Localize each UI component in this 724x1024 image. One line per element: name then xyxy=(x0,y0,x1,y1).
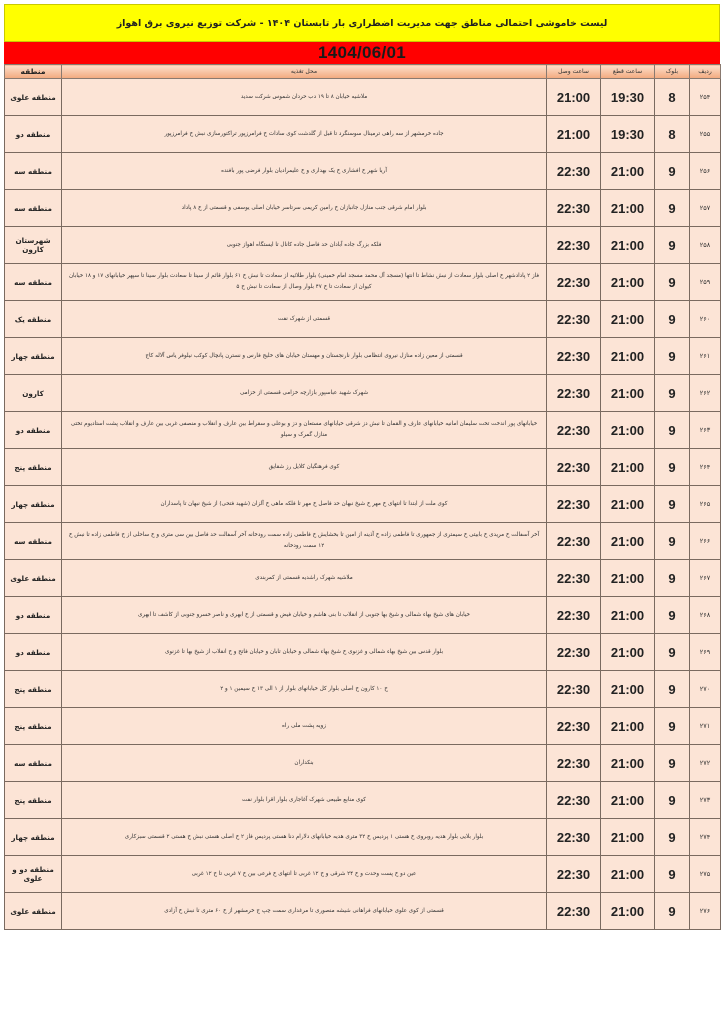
row-number-cell: ۲۶۵ xyxy=(690,486,721,523)
connect-time-cell: 22:30 xyxy=(547,264,601,301)
location-cell: کوی ملت از ابتدا تا انتهای خ مهر خ شیخ نبهان حد فاصل خ مهر تا فلکه ماهی خ آلزان (شهید فتحی) از شیخ نبهان تا پاسداران xyxy=(62,486,547,523)
region-cell: منطقه دو xyxy=(5,116,62,153)
cut-time-cell: 21:00 xyxy=(601,449,655,486)
cut-time-cell: 21:00 xyxy=(601,190,655,227)
region-cell: منطقه پنج xyxy=(5,708,62,745)
block-cell: 9 xyxy=(655,227,690,264)
table-row xyxy=(5,893,721,930)
column-header-connect-time: ساعت وصل xyxy=(547,65,601,79)
region-cell: منطقه سه xyxy=(5,523,62,560)
block-cell: 8 xyxy=(655,116,690,153)
region-cell: منطقه دو xyxy=(5,597,62,634)
location-cell: خیابانهای پور اندخت تخت سلیمان امانیه خیابانهای عارف و القمان تا نبش دز شرقی خیابانهای مستعان و دز و بوعلی و سقراط بین عارف و انقلاب و منصفی غربی بین عارف و انقلاب پشت استادیوم تختی منازل گمرک و سیلو xyxy=(62,412,547,449)
connect-time-cell: 22:30 xyxy=(547,523,601,560)
table-row xyxy=(5,301,721,338)
location-cell: عین دو خ پست وحدت و خ ۲۴ شرقی و خ ۱۲ غربی تا انتهای خ فرعی بین خ ۷ غربی تا خ ۱۲ غربی xyxy=(62,856,547,893)
cut-time-cell: 21:00 xyxy=(601,782,655,819)
location-cell: قسمتی از شهرک نفت xyxy=(62,301,547,338)
connect-time-cell: 21:00 xyxy=(547,116,601,153)
cut-time-cell: 21:00 xyxy=(601,745,655,782)
block-cell: 8 xyxy=(655,79,690,116)
block-cell: 9 xyxy=(655,708,690,745)
region-cell: منطقه یک xyxy=(5,301,62,338)
column-header-location: محل تغذیه xyxy=(62,65,547,79)
row-number-cell: ۲۶۲ xyxy=(690,375,721,412)
location-cell: خیابان های شیخ بهاء شمالی و شیخ بها جنوبی از انقلاب تا بنی هاشم و خیابان فیض و قسمتی از خ ابهری و ناصر خسرو جنوبی از کاشف تا ابهری xyxy=(62,597,547,634)
connect-time-cell: 21:00 xyxy=(547,79,601,116)
table-row xyxy=(5,560,721,597)
row-number-cell: ۲۷۱ xyxy=(690,708,721,745)
row-number-cell: ۲۶۰ xyxy=(690,301,721,338)
table-row xyxy=(5,856,721,893)
table-row xyxy=(5,79,721,116)
connect-time-cell: 22:30 xyxy=(547,375,601,412)
column-header-row-no: ردیف xyxy=(690,65,721,79)
blackout-schedule-sheet xyxy=(4,4,720,930)
cut-time-cell: 21:00 xyxy=(601,375,655,412)
row-number-cell: ۲۶۷ xyxy=(690,560,721,597)
connect-time-cell: 22:30 xyxy=(547,412,601,449)
connect-time-cell: 22:30 xyxy=(547,856,601,893)
region-cell: منطقه دو xyxy=(5,634,62,671)
block-cell: 9 xyxy=(655,190,690,227)
document-title: لیست خاموشی احتمالی مناطق جهت مدیریت اضطراری بار تابستان ۱۴۰۴ - شرکت توزیع نیروی برق اهواز xyxy=(4,4,720,42)
row-number-cell: ۲۷۳ xyxy=(690,782,721,819)
region-cell: منطقه پنج xyxy=(5,449,62,486)
region-cell: شهرستان کارون xyxy=(5,227,62,264)
row-number-cell: ۲۵۷ xyxy=(690,190,721,227)
location-cell: کوی فرهنگیان کلایل رز شقایق xyxy=(62,449,547,486)
table-header-row xyxy=(5,65,721,79)
location-cell: فاز ۲ پادادشهر خ اصلی بلوار سعادت از نبش نشاط تا انتها (مسجد آل محمد مسجد امام خمینی) بلوار طلائیه از سعادت تا نبش خ ۶۱ بلوار قائم از سینا تا سعادت بلوار سینا تا سپهر خیابانهای ۱۷ و ۱۸ خیابان کیوان از سعادت تا خ ۴۷ بلوار وصال از سعادت تا نبش خ ۵ xyxy=(62,264,547,301)
table-row xyxy=(5,153,721,190)
cut-time-cell: 21:00 xyxy=(601,893,655,930)
region-cell: منطقه علوی xyxy=(5,893,62,930)
region-cell: کارون xyxy=(5,375,62,412)
table-row xyxy=(5,634,721,671)
region-cell: منطقه پنج xyxy=(5,671,62,708)
block-cell: 9 xyxy=(655,893,690,930)
location-cell: بلوار امام شرقی جنب منازل جانبازان خ رامین کریمی سرتاسر خیابان اصلی یوسفی و قسمتی از خ ۸ پاداد xyxy=(62,190,547,227)
location-cell: کوی منابع طبیعی شهرک آغاجاری بلوار اقرا بلوار نفت xyxy=(62,782,547,819)
region-cell: منطقه چهار xyxy=(5,486,62,523)
connect-time-cell: 22:30 xyxy=(547,671,601,708)
region-cell: منطقه سه xyxy=(5,745,62,782)
connect-time-cell: 22:30 xyxy=(547,597,601,634)
connect-time-cell: 22:30 xyxy=(547,893,601,930)
table-row xyxy=(5,338,721,375)
schedule-date: 1404/06/01 xyxy=(4,42,720,64)
row-number-cell: ۲۶۹ xyxy=(690,634,721,671)
row-number-cell: ۲۵۴ xyxy=(690,79,721,116)
region-cell: منطقه سه xyxy=(5,264,62,301)
connect-time-cell: 22:30 xyxy=(547,708,601,745)
row-number-cell: ۲۶۴ xyxy=(690,449,721,486)
row-number-cell: ۲۷۰ xyxy=(690,671,721,708)
location-cell: ملاشیه شهرک راشدیه قسمتی از کمربندی xyxy=(62,560,547,597)
table-row xyxy=(5,449,721,486)
block-cell: 9 xyxy=(655,486,690,523)
block-cell: 9 xyxy=(655,153,690,190)
location-cell: قسمتی از معین زاده منازل نیروی انتظامی بلوار نارنجستان و مهستان خیابان های خلیج فارس و نسترن پانچال کوکب نیلوفر یاس آلاله کاج xyxy=(62,338,547,375)
region-cell: منطقه سه xyxy=(5,190,62,227)
location-cell: قسمتی از کوی علوی خیابانهای فراهانی شیشه منصوری تا مرغداری سمت چپ ج خرمشهر از خ ۶۰ متری تا نبش خ آزادی xyxy=(62,893,547,930)
connect-time-cell: 22:30 xyxy=(547,560,601,597)
cut-time-cell: 19:30 xyxy=(601,116,655,153)
cut-time-cell: 21:00 xyxy=(601,412,655,449)
table-row xyxy=(5,745,721,782)
block-cell: 9 xyxy=(655,671,690,708)
table-body xyxy=(5,79,721,930)
cut-time-cell: 21:00 xyxy=(601,634,655,671)
table-row xyxy=(5,597,721,634)
block-cell: 9 xyxy=(655,745,690,782)
block-cell: 9 xyxy=(655,264,690,301)
column-header-block: بلوک xyxy=(655,65,690,79)
location-cell: زویه پشت ملی راه xyxy=(62,708,547,745)
table-row xyxy=(5,819,721,856)
table-row xyxy=(5,227,721,264)
block-cell: 9 xyxy=(655,301,690,338)
region-cell: منطقه سه xyxy=(5,153,62,190)
row-number-cell: ۲۷۵ xyxy=(690,856,721,893)
connect-time-cell: 22:30 xyxy=(547,745,601,782)
block-cell: 9 xyxy=(655,856,690,893)
row-number-cell: ۲۷۲ xyxy=(690,745,721,782)
block-cell: 9 xyxy=(655,819,690,856)
table-row xyxy=(5,486,721,523)
table-row xyxy=(5,708,721,745)
cut-time-cell: 21:00 xyxy=(601,486,655,523)
location-cell: آریا شهر خ افشاری خ یک بهداری و خ علیمرادیان بلوار فرضی پور بافنده xyxy=(62,153,547,190)
table-row xyxy=(5,671,721,708)
location-cell: بلوار قدس بین شیخ بهاء شمالی و غزنوی خ شیخ بهاء شمالی و خیابان تابان و خیابان فاتح و خ انقلاب از شیخ بها تا غزنوی xyxy=(62,634,547,671)
table-row xyxy=(5,264,721,301)
block-cell: 9 xyxy=(655,560,690,597)
region-cell: منطقه علوی xyxy=(5,79,62,116)
column-header-region: منطقه xyxy=(5,65,62,79)
location-cell: بنکداران xyxy=(62,745,547,782)
location-cell: خ ۱۰ کارون خ اصلی بلوار کل خیابانهای بلوار از ۱ الی ۱۳ خ سیمین ۱ و ۲ xyxy=(62,671,547,708)
connect-time-cell: 22:30 xyxy=(547,449,601,486)
table-row xyxy=(5,523,721,560)
row-number-cell: ۲۷۶ xyxy=(690,893,721,930)
schedule-table xyxy=(4,64,721,930)
location-cell: آخر آسفالت خ مریدی خ بابیتی خ سیمتری از جمهوری تا فاطمی زاده خ آذینه از امین تا بخشایش خ فاطمی زاده سمت رودخانه آخر آسفالت حد فاصل بین سی متری و خ ساحلی از خ فاطمی زاده تا نبش خ ۱۲ سمت رودخانه xyxy=(62,523,547,560)
location-cell: جاده خرمشهر از سه راهی ترمینال سوسنگرد تا قبل از گلدشت کوی سادات خ فرامرزپور تراکتورسازی نبش خ فرامرزپور xyxy=(62,116,547,153)
region-cell: منطقه چهار xyxy=(5,338,62,375)
table-row xyxy=(5,116,721,153)
cut-time-cell: 21:00 xyxy=(601,338,655,375)
cut-time-cell: 21:00 xyxy=(601,301,655,338)
cut-time-cell: 21:00 xyxy=(601,264,655,301)
row-number-cell: ۲۵۵ xyxy=(690,116,721,153)
connect-time-cell: 22:30 xyxy=(547,227,601,264)
column-header-cut-time: ساعت قطع xyxy=(601,65,655,79)
connect-time-cell: 22:30 xyxy=(547,153,601,190)
cut-time-cell: 19:30 xyxy=(601,79,655,116)
connect-time-cell: 22:30 xyxy=(547,634,601,671)
row-number-cell: ۲۷۴ xyxy=(690,819,721,856)
region-cell: منطقه چهار xyxy=(5,819,62,856)
cut-time-cell: 21:00 xyxy=(601,523,655,560)
connect-time-cell: 22:30 xyxy=(547,782,601,819)
block-cell: 9 xyxy=(655,597,690,634)
region-cell: منطقه علوی xyxy=(5,560,62,597)
cut-time-cell: 21:00 xyxy=(601,819,655,856)
location-cell: ملاشیه خیابان ۸ تا ۱۹ دب حردان شموس شرکت سدید xyxy=(62,79,547,116)
location-cell: شهرک شهید عباسپور بازارچه خزامی قسمتی از خزامی xyxy=(62,375,547,412)
row-number-cell: ۲۵۸ xyxy=(690,227,721,264)
region-cell: منطقه دو و علوی xyxy=(5,856,62,893)
block-cell: 9 xyxy=(655,375,690,412)
region-cell: منطقه دو xyxy=(5,412,62,449)
cut-time-cell: 21:00 xyxy=(601,856,655,893)
row-number-cell: ۲۶۸ xyxy=(690,597,721,634)
row-number-cell: ۲۶۱ xyxy=(690,338,721,375)
block-cell: 9 xyxy=(655,523,690,560)
row-number-cell: ۲۵۹ xyxy=(690,264,721,301)
connect-time-cell: 22:30 xyxy=(547,819,601,856)
block-cell: 9 xyxy=(655,782,690,819)
block-cell: 9 xyxy=(655,412,690,449)
block-cell: 9 xyxy=(655,449,690,486)
cut-time-cell: 21:00 xyxy=(601,227,655,264)
cut-time-cell: 21:00 xyxy=(601,153,655,190)
row-number-cell: ۲۵۶ xyxy=(690,153,721,190)
cut-time-cell: 21:00 xyxy=(601,560,655,597)
connect-time-cell: 22:30 xyxy=(547,486,601,523)
connect-time-cell: 22:30 xyxy=(547,301,601,338)
connect-time-cell: 22:30 xyxy=(547,338,601,375)
cut-time-cell: 21:00 xyxy=(601,671,655,708)
block-cell: 9 xyxy=(655,338,690,375)
location-cell: فلکه بزرگ جاده آبادان حد فاصل جاده کانال تا ایستگاه اهواز جنوبی xyxy=(62,227,547,264)
block-cell: 9 xyxy=(655,634,690,671)
table-row xyxy=(5,190,721,227)
table-row xyxy=(5,375,721,412)
location-cell: بلوار بلایی بلوار هدیه روبروی خ هستی ۱ پردیس خ ۳۲ متری هدیه خیابانهای دلارام دنا هستی پردیس فاز ۲ خ اصلی هستی نبش خ هستی ۲ قسمتی سبزکاری xyxy=(62,819,547,856)
table-row xyxy=(5,412,721,449)
table-row xyxy=(5,782,721,819)
row-number-cell: ۲۶۳ xyxy=(690,412,721,449)
region-cell: منطقه پنج xyxy=(5,782,62,819)
cut-time-cell: 21:00 xyxy=(601,597,655,634)
connect-time-cell: 22:30 xyxy=(547,190,601,227)
row-number-cell: ۲۶۶ xyxy=(690,523,721,560)
cut-time-cell: 21:00 xyxy=(601,708,655,745)
